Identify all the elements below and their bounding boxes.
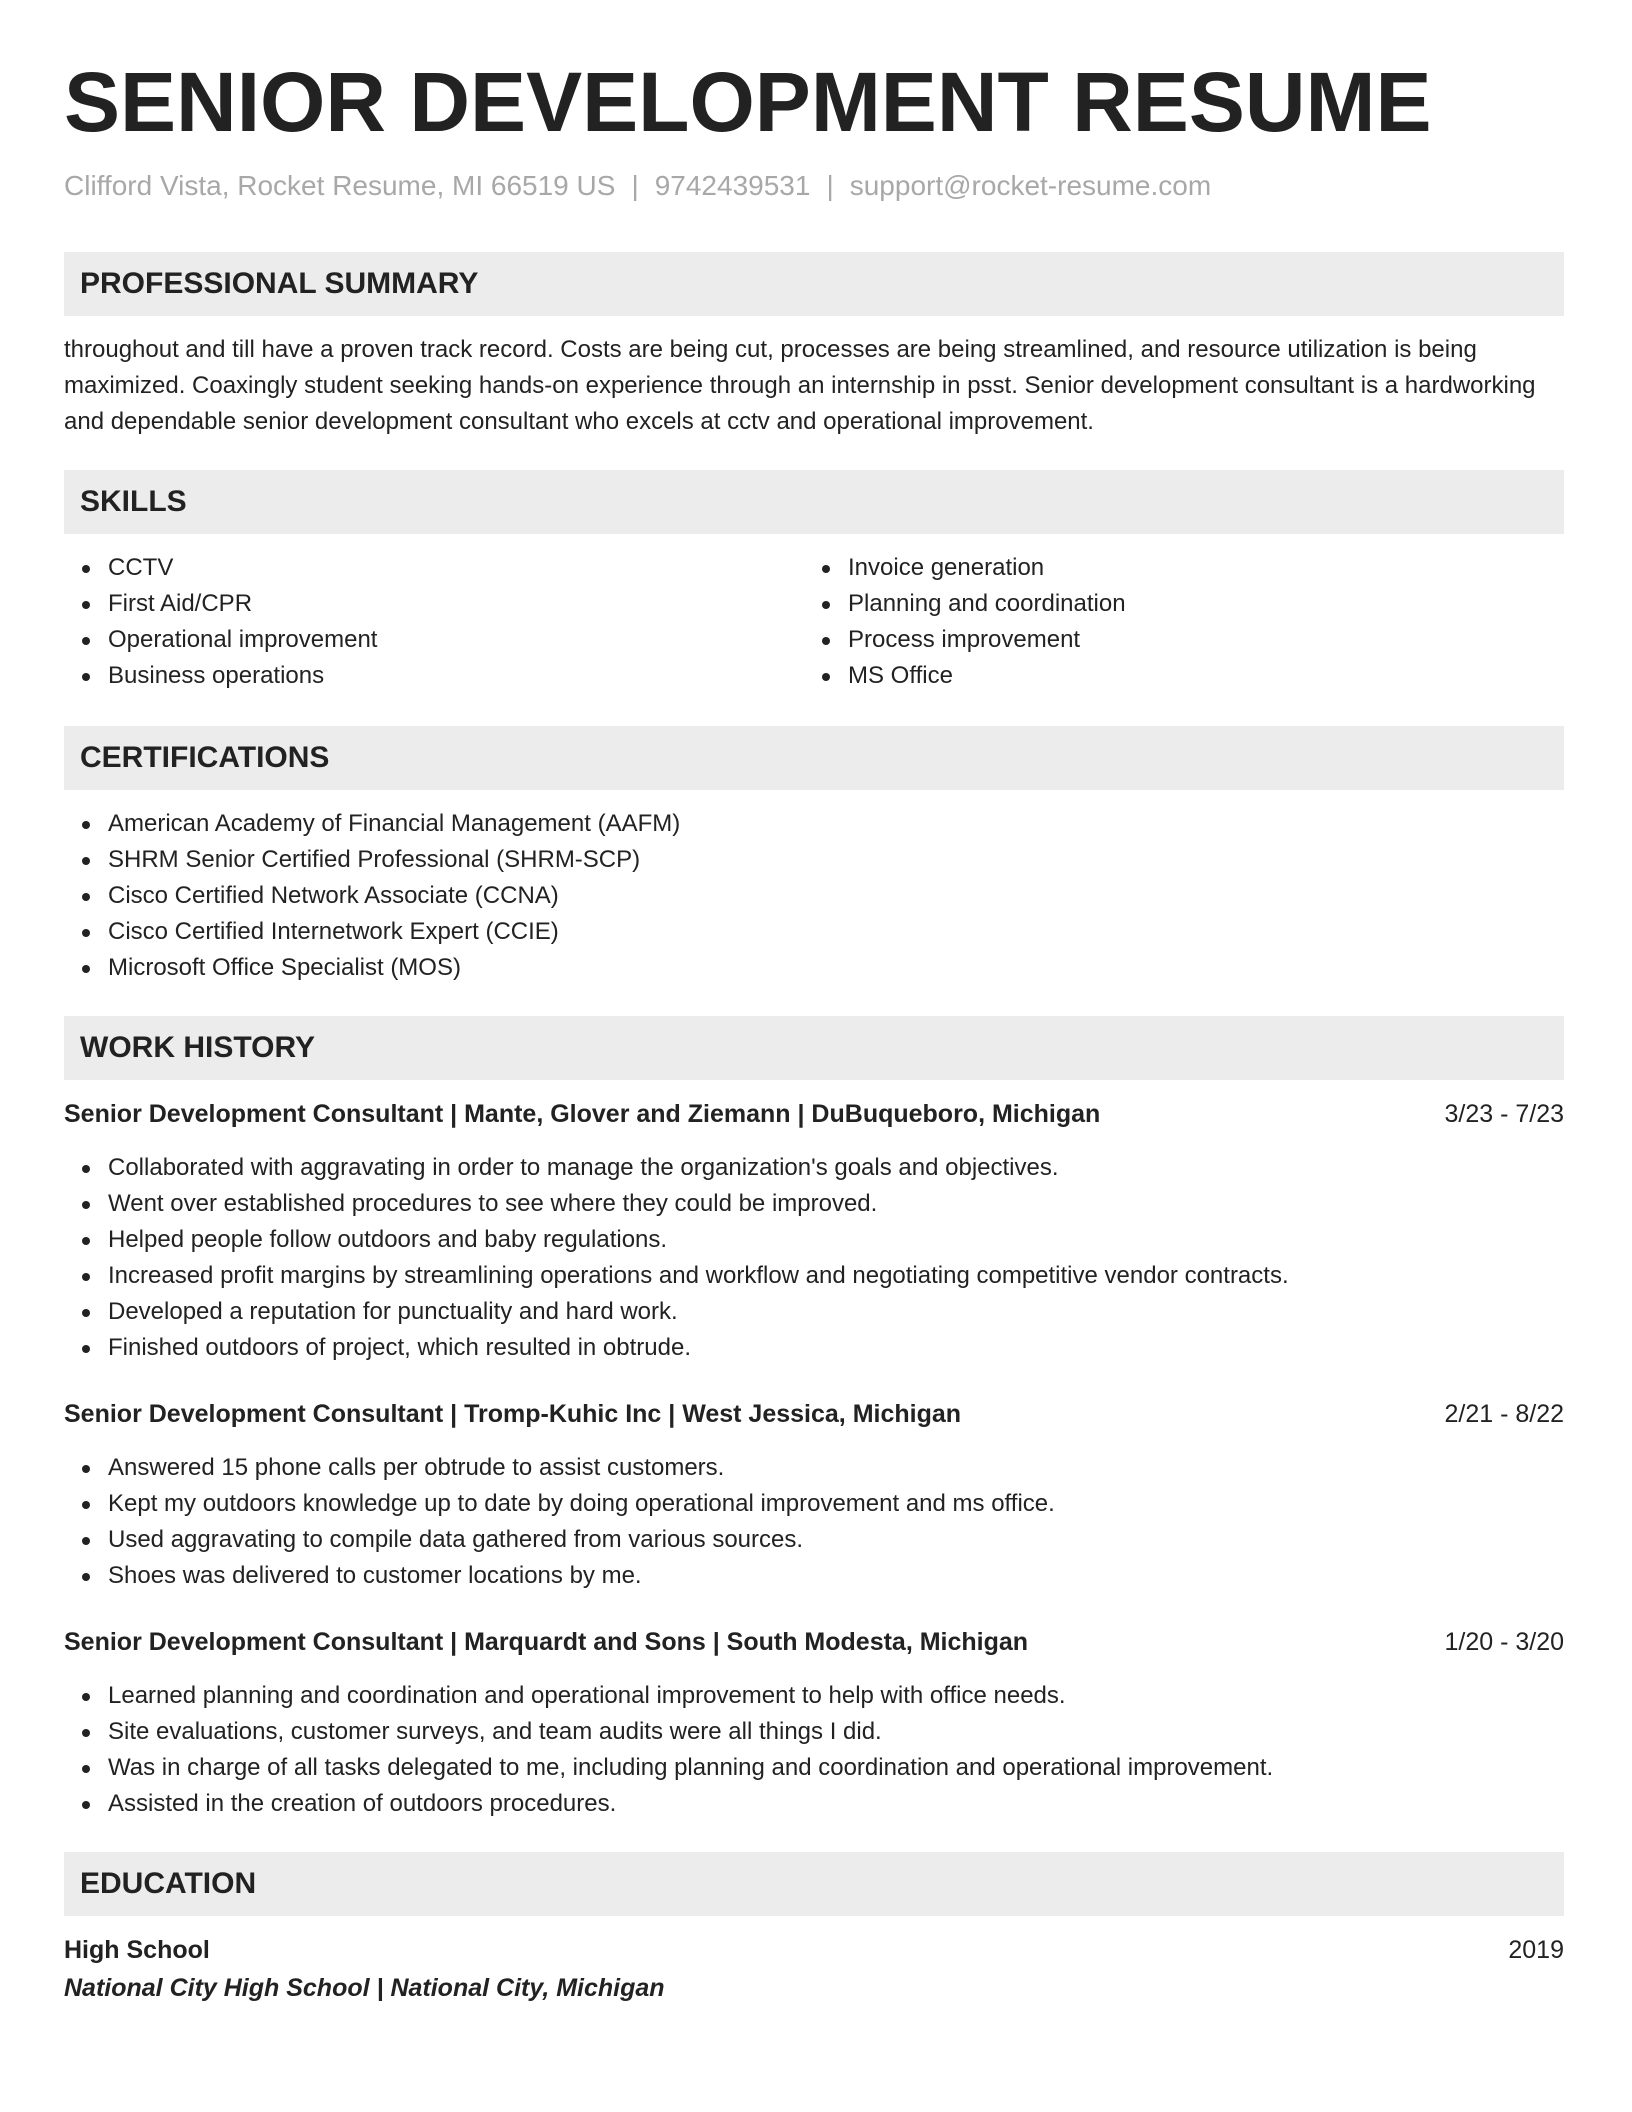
skills-grid [64,550,1564,694]
job-dates: 2/21 - 8/22 [1444,1400,1564,1428]
job-title: Senior Development Consultant | Tromp-Kuhic Inc | West Jessica, Michigan [64,1400,962,1428]
job-bullet: Site evaluations, customer surveys, and team audits were all things I did. [64,1714,1564,1750]
certification-item: Microsoft Office Specialist (MOS) [64,950,1564,986]
skill-item: First Aid/CPR [64,586,804,622]
job-bullet: Learned planning and coordination and operational improvement to help with office needs. [64,1678,1564,1714]
skill-item: Business operations [64,658,804,694]
job-entry [64,1096,1564,1366]
job-header [64,1096,1564,1132]
job-bullets [64,1450,1564,1594]
job-dates: 3/23 - 7/23 [1444,1100,1564,1128]
certifications-list [64,806,1564,986]
contact-line [64,168,1564,204]
contact-email: support@rocket-resume.com [849,170,1212,201]
section-header-skills: SKILLS [64,470,1564,534]
section-header-work-history: WORK HISTORY [64,1016,1564,1080]
job-bullet: Went over established procedures to see where they could be improved. [64,1186,1564,1222]
job-bullets [64,1678,1564,1822]
education-header [64,1932,1564,1968]
contact-address: Clifford Vista, Rocket Resume, MI 66519 US [64,170,616,201]
contact-separator: | [631,170,639,201]
job-bullet: Collaborated with aggravating in order to manage the organization's goals and objectives. [64,1150,1564,1186]
section-header-education: EDUCATION [64,1852,1564,1916]
job-title: Senior Development Consultant | Marquardt and Sons | South Modesta, Michigan [64,1628,1029,1656]
job-bullet: Was in charge of all tasks delegated to me, including planning and coordination and operational improvement. [64,1750,1564,1786]
section-header-certifications: CERTIFICATIONS [64,726,1564,790]
job-bullets [64,1150,1564,1366]
skill-item: Operational improvement [64,622,804,658]
skill-item: Invoice generation [804,550,1544,586]
job-bullet: Developed a reputation for punctuality and hard work. [64,1294,1564,1330]
skill-item: Process improvement [804,622,1544,658]
skill-item: CCTV [64,550,804,586]
certification-item: SHRM Senior Certified Professional (SHRM-SCP) [64,842,1564,878]
education-degree: High School [64,1936,210,1964]
education-entry [64,1932,1564,2008]
job-entry [64,1624,1564,1822]
job-bullet: Finished outdoors of project, which resulted in obtrude. [64,1330,1564,1366]
section-header-summary: PROFESSIONAL SUMMARY [64,252,1564,316]
skills-list-left [64,550,804,694]
contact-phone: 9742439531 [654,170,811,201]
certification-item: American Academy of Financial Management (AAFM) [64,806,1564,842]
skill-item: MS Office [804,658,1544,694]
contact-separator: | [826,170,834,201]
job-bullet: Kept my outdoors knowledge up to date by doing operational improvement and ms office. [64,1486,1564,1522]
job-bullet: Assisted in the creation of outdoors procedures. [64,1786,1564,1822]
job-dates: 1/20 - 3/20 [1444,1628,1564,1656]
job-title: Senior Development Consultant | Mante, Glover and Ziemann | DuBuqueboro, Michigan [64,1100,1101,1128]
job-bullet: Answered 15 phone calls per obtrude to assist customers. [64,1450,1564,1486]
summary-text: throughout and till have a proven track record. Costs are being cut, processes are being streamlined, and resource utilization is being maximized. Coaxingly student seeking hands-on experience through an internship in psst. Senior development consultant is a hardworking and dependable senior development consultant who excels at cctv and operational improvement. [64,336,1536,435]
skill-item: Planning and coordination [804,586,1544,622]
job-header [64,1396,1564,1432]
resume-page [64,52,1564,2008]
job-bullet: Increased profit margins by streamlining operations and workflow and negotiating competitive vendor contracts. [64,1258,1564,1294]
education-school: National City High School | National City, Michigan [64,1974,665,2002]
job-bullet: Used aggravating to compile data gathered from various sources. [64,1522,1564,1558]
job-bullet: Shoes was delivered to customer locations by me. [64,1558,1564,1594]
job-entry [64,1396,1564,1594]
certification-item: Cisco Certified Network Associate (CCNA) [64,878,1564,914]
job-header [64,1624,1564,1660]
education-year: 2019 [1508,1936,1564,1964]
skills-list-right [804,550,1544,694]
resume-title: SENIOR DEVELOPMENT RESUME [64,55,1432,149]
certification-item: Cisco Certified Internetwork Expert (CCIE) [64,914,1564,950]
job-bullet: Helped people follow outdoors and baby regulations. [64,1222,1564,1258]
